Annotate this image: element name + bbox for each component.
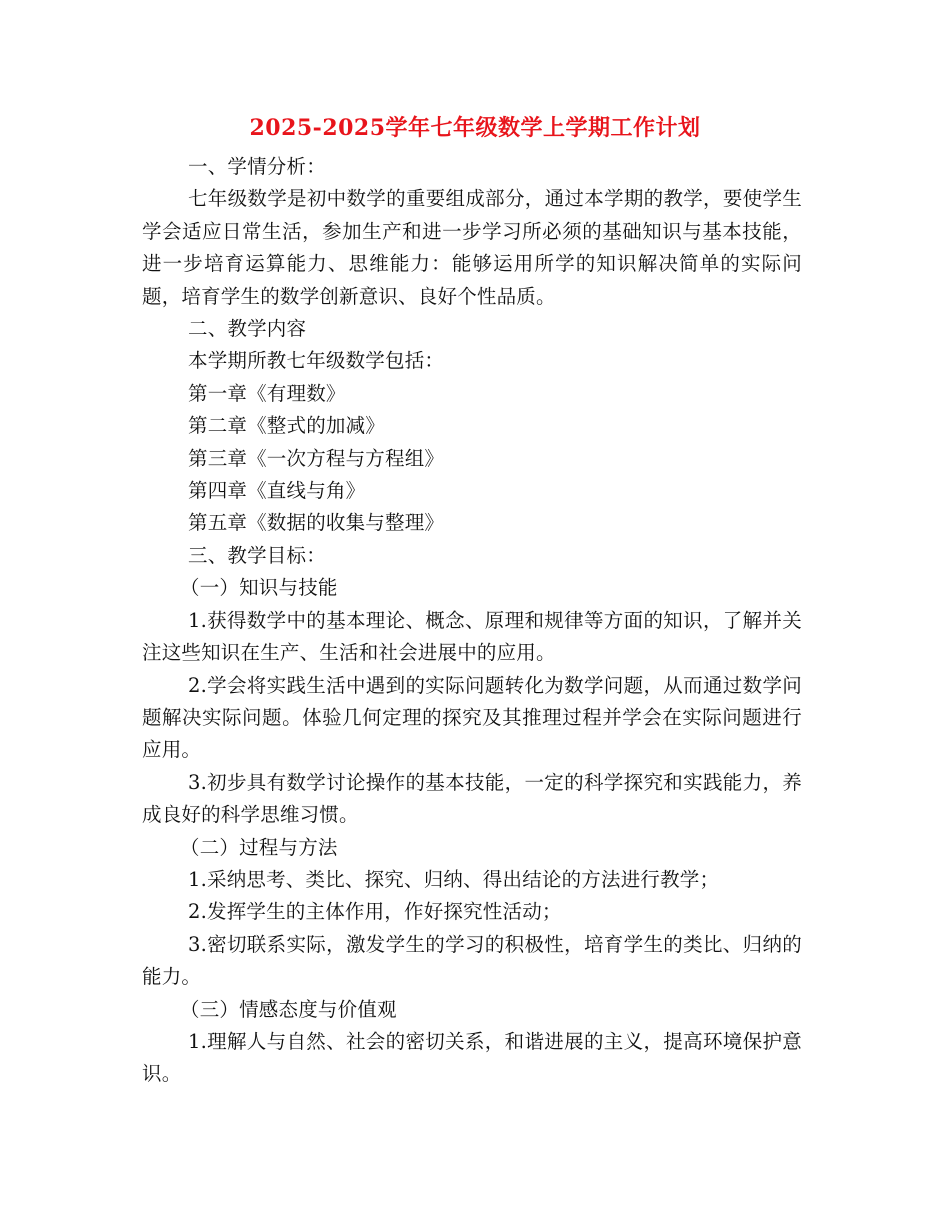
paragraph: 1.采纳思考、类比、探究、归纳、得出结论的方法进行教学；	[188, 867, 720, 891]
paragraph: 三、教学目标：	[188, 543, 326, 567]
paragraph: 1.获得数学中的基本理论、概念、原理和规律等方面的知识，了解并关注这些知识在生产、生活和社会进展中的应用。	[142, 608, 802, 665]
paragraph: 2.发挥学生的主体作用，作好探究性活动；	[188, 900, 562, 924]
paragraph: 本学期所教七年级数学包括：	[188, 349, 445, 373]
paragraph: 第五章《数据的收集与整理》	[188, 511, 445, 535]
paragraph: 第一章《有理数》	[188, 381, 346, 405]
document-title: 2025-2025学年七年级数学上学期工作计划	[249, 115, 701, 141]
paragraph: 2.学会将实践生活中遇到的实际问题转化为数学问题，从而通过数学问题解决实际问题。体验几何定理的探究及其推理过程并学会在实际问题进行应用。	[142, 673, 802, 762]
paragraph: 第二章《整式的加减》	[188, 414, 386, 438]
document-body	[142, 151, 802, 1091]
paragraph: （三）情感态度与价值观	[180, 997, 397, 1021]
paragraph: 1.理解人与自然、社会的密切关系，和谐进展的主义，提高环境保护意识。	[142, 1029, 802, 1086]
paragraph: 第四章《直线与角》	[188, 479, 366, 503]
paragraph: 3.密切联系实际，激发学生的学习的积极性，培育学生的类比、归纳的能力。	[142, 932, 802, 989]
paragraph: 一、学情分析：	[188, 155, 326, 178]
paragraph: 第三章《一次方程与方程组》	[188, 446, 445, 470]
paragraph: 3.初步具有数学讨论操作的基本技能，一定的科学探究和实践能力，养成良好的科学思维习惯。	[142, 770, 802, 827]
paragraph: 七年级数学是初中数学的重要组成部分，通过本学期的教学，要使学生学会适应日常生活，参加生产和进一步学习所必须的基础知识与基本技能，进一步培育运算能力、思维能力：能够运用所学的知识解决简单的实际问题，培育学生的数学创新意识、良好个性品质。	[142, 187, 802, 308]
paragraph: （二）过程与方法	[180, 835, 338, 859]
paragraph: 二、教学内容	[188, 317, 307, 341]
paragraph: （一）知识与技能	[180, 576, 338, 600]
